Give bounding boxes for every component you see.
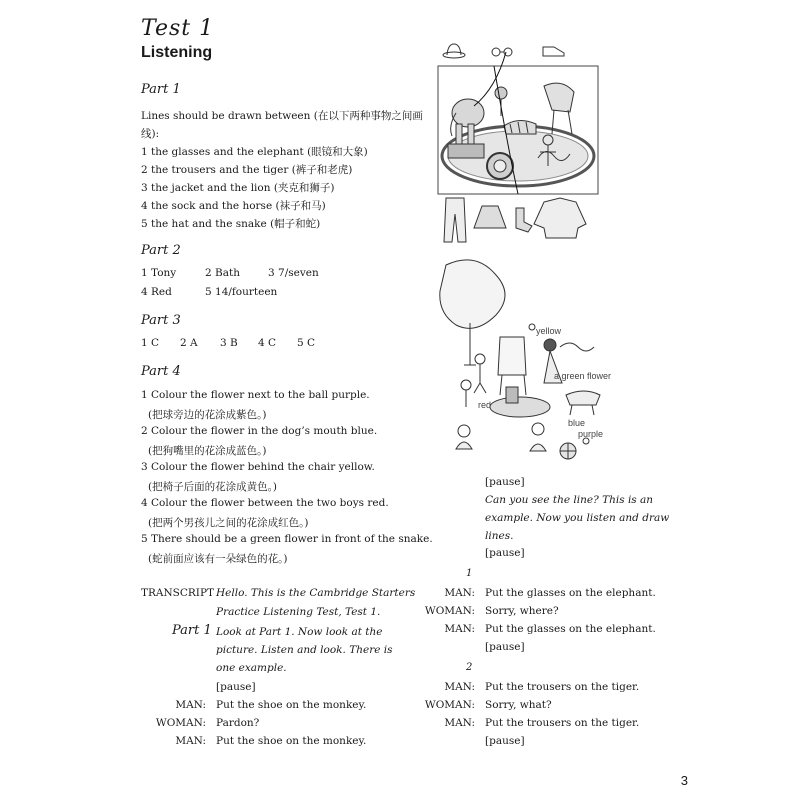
part3-answer: 3 B bbox=[220, 337, 238, 349]
part4-line-cn: (把狗嘴里的花涂成蓝色。) bbox=[148, 445, 267, 457]
part2-answer: 5 14/fourteen bbox=[205, 286, 278, 298]
part4-heading: Part 4 bbox=[141, 364, 181, 379]
part1-heading: Part 1 bbox=[141, 82, 181, 97]
part4-line: 3 Colour the flower behind the chair yellow. bbox=[141, 461, 375, 473]
chair-icon bbox=[498, 337, 526, 395]
ball-icon bbox=[560, 443, 576, 459]
part4-line: 4 Colour the flower between the two boys red. bbox=[141, 497, 389, 509]
part3-answer: 2 A bbox=[180, 337, 198, 349]
hat-icon bbox=[443, 44, 465, 58]
tiger-icon bbox=[504, 120, 536, 134]
boy-icon bbox=[474, 354, 486, 393]
page-number: 3 bbox=[680, 773, 688, 788]
part1-answer: 1 the glasses and the elephant (眼镜和大象) bbox=[141, 146, 368, 158]
transcript-instruction: lines. bbox=[485, 530, 514, 542]
dog-icon bbox=[566, 391, 600, 415]
speaker-label: MAN: bbox=[175, 735, 206, 747]
part1-intro: Lines should be drawn between (在以下两种事物之间画 bbox=[141, 110, 423, 122]
part2-answer: 4 Red bbox=[141, 286, 172, 298]
transcript-part-text: picture. Listen and look. There is bbox=[216, 644, 393, 656]
speaker-label: WOMAN: bbox=[424, 605, 475, 617]
label-red: red bbox=[478, 400, 492, 410]
boy-icon bbox=[461, 380, 471, 407]
transcript-intro: Practice Listening Test, Test 1. bbox=[216, 606, 381, 618]
part4-line-cn: (蛇前面应该有一朵绿色的花。) bbox=[148, 553, 288, 565]
transcript-instruction: Can you see the line? This is an bbox=[485, 494, 654, 506]
horse-icon bbox=[544, 83, 574, 134]
sock-icon bbox=[516, 208, 532, 232]
transcript-instruction: example. Now you listen and draw bbox=[485, 512, 670, 524]
elephant-icon bbox=[448, 99, 484, 158]
label-yellow: yellow bbox=[536, 326, 562, 336]
part2-answer: 1 Tony bbox=[141, 267, 177, 279]
part4-line-cn: (把两个男孩儿之间的花涂成红色。) bbox=[148, 517, 309, 529]
pause-marker: [pause] bbox=[485, 547, 525, 559]
speaker-label: WOMAN: bbox=[424, 699, 475, 711]
dialog-line: Sorry, what? bbox=[485, 699, 552, 711]
part4-line: 5 There should be a green flower in front of the snake. bbox=[141, 533, 433, 545]
girl-icon bbox=[456, 425, 472, 449]
transcript-part-text: one example. bbox=[216, 662, 287, 674]
skirt-icon bbox=[474, 206, 506, 228]
dialog-line: Sorry, where? bbox=[485, 605, 559, 617]
speaker-label: MAN: bbox=[175, 699, 206, 711]
speaker-label: WOMAN: bbox=[155, 717, 206, 729]
part4-line-cn: (把球旁边的花涂成紫色。) bbox=[148, 409, 267, 421]
part2-answer: 3 7/seven bbox=[268, 267, 319, 279]
speaker-label: MAN: bbox=[444, 623, 475, 635]
speaker-label: MAN: bbox=[444, 587, 475, 599]
label-purple: purple bbox=[578, 429, 604, 439]
picnic-illustration bbox=[436, 255, 612, 470]
circus-illustration bbox=[436, 38, 602, 250]
label-blue: blue bbox=[568, 418, 586, 428]
dialog-line: Put the glasses on the elephant. bbox=[485, 587, 656, 599]
shoe-icon bbox=[543, 47, 564, 56]
pause-marker: [pause] bbox=[485, 641, 525, 653]
part4-line-cn: (把椅子后面的花涂成黄色。) bbox=[148, 481, 277, 493]
dialog-line: Put the glasses on the elephant. bbox=[485, 623, 656, 635]
section-title: Listening bbox=[141, 44, 213, 61]
jacket-icon bbox=[534, 198, 586, 238]
lion-icon bbox=[487, 153, 513, 179]
transcript-label: TRANSCRIPT bbox=[141, 587, 215, 599]
part1-answer: 3 the jacket and the lion (夹克和狮子) bbox=[141, 182, 335, 194]
part3-answer: 5 C bbox=[297, 337, 316, 349]
pause-marker: [pause] bbox=[485, 476, 525, 488]
part3-answer: 4 C bbox=[258, 337, 277, 349]
label-green: a green flower bbox=[554, 371, 612, 381]
transcript-intro: Hello. This is the Cambridge Starters bbox=[216, 587, 416, 599]
dialog-line: Pardon? bbox=[216, 717, 260, 729]
dialog-line: Put the trousers on the tiger. bbox=[485, 681, 640, 693]
glasses-icon bbox=[492, 48, 512, 56]
flower-icon bbox=[529, 324, 535, 330]
dialog-line: Put the trousers on the tiger. bbox=[485, 717, 640, 729]
monkey-icon bbox=[495, 87, 507, 116]
section-number: 2 bbox=[466, 662, 473, 673]
trousers-icon bbox=[444, 198, 466, 242]
speaker-label: MAN: bbox=[444, 681, 475, 693]
snake-icon bbox=[560, 343, 594, 351]
part2-answer: 2 Bath bbox=[205, 267, 240, 279]
child-icon bbox=[530, 423, 546, 451]
speaker-label: MAN: bbox=[444, 717, 475, 729]
dialog-line: Put the shoe on the monkey. bbox=[216, 699, 367, 711]
dialog-line: Put the shoe on the monkey. bbox=[216, 735, 367, 747]
part3-heading: Part 3 bbox=[141, 313, 181, 328]
part3-answer: 1 C bbox=[141, 337, 160, 349]
pause-marker: [pause] bbox=[216, 681, 256, 693]
pause-marker: [pause] bbox=[485, 735, 525, 747]
part1-intro-cont: 线): bbox=[141, 128, 160, 140]
transcript-part-text: Look at Part 1. Now look at the bbox=[216, 626, 383, 638]
part1-answer: 4 the sock and the horse (袜子和马) bbox=[141, 200, 326, 212]
section-number: 1 bbox=[466, 568, 473, 579]
part1-answer: 2 the trousers and the tiger (裤子和老虎) bbox=[141, 164, 353, 176]
transcript-part-label: Part 1 bbox=[172, 623, 212, 638]
part4-line: 2 Colour the flower in the dog’s mouth blue. bbox=[141, 425, 378, 437]
part2-heading: Part 2 bbox=[141, 243, 181, 258]
tree-icon bbox=[440, 260, 505, 365]
picnic-food-icon bbox=[490, 387, 550, 417]
test-title: Test 1 bbox=[141, 16, 215, 41]
part4-line: 1 Colour the flower next to the ball purple. bbox=[141, 389, 370, 401]
part1-answer: 5 the hat and the snake (帽子和蛇) bbox=[141, 218, 321, 230]
